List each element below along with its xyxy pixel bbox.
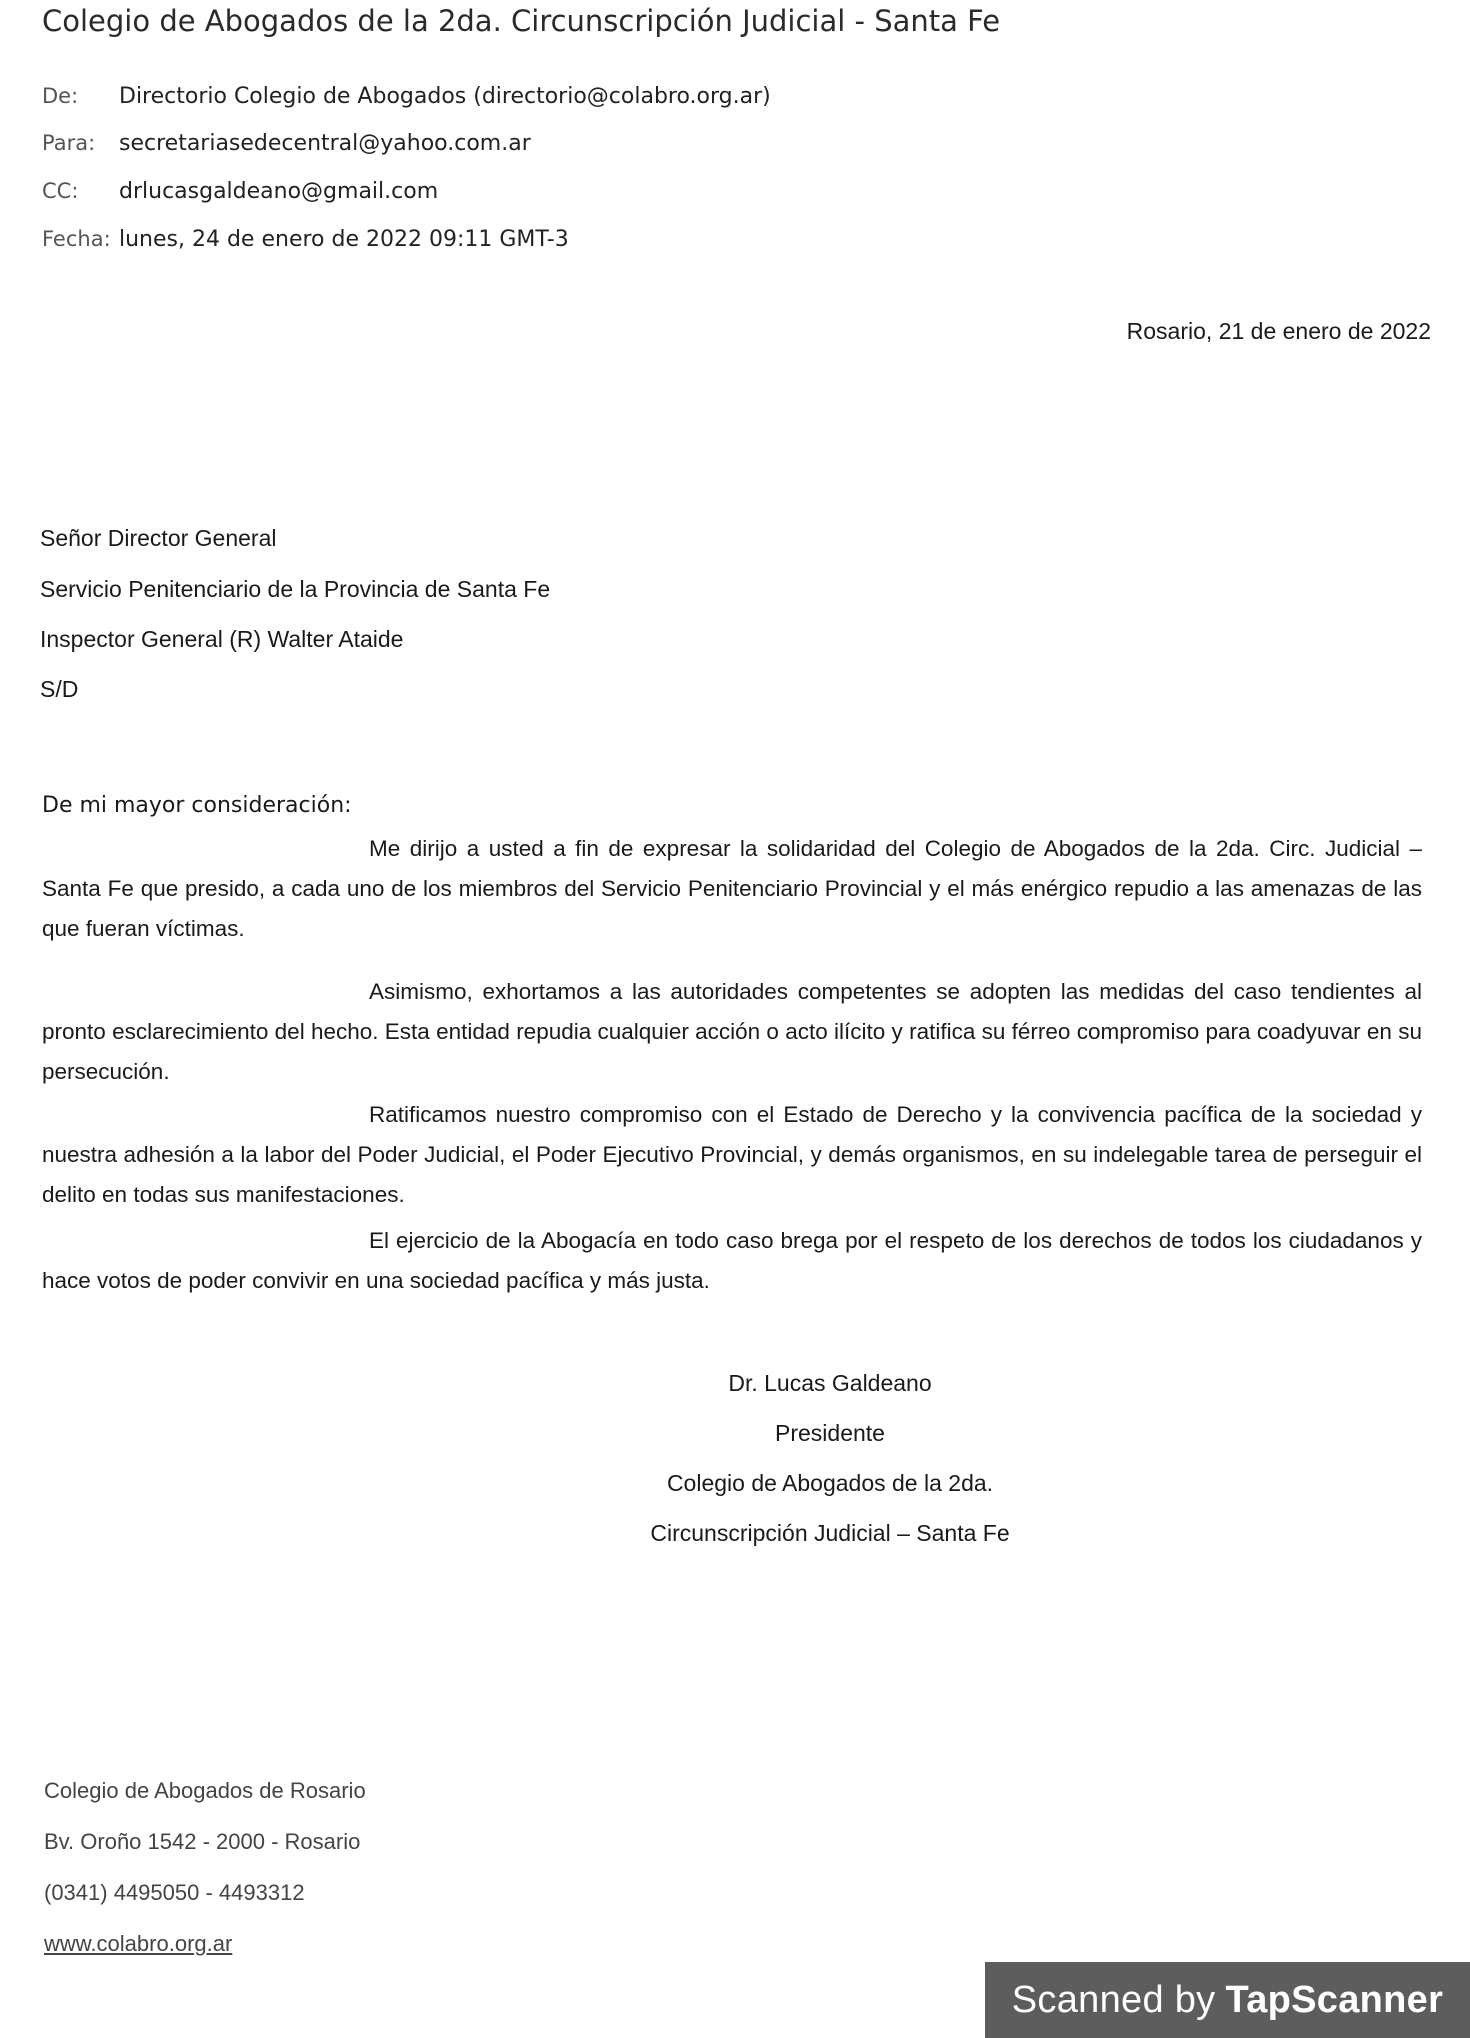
to-value: secretariasedecentral@yahoo.com.ar	[119, 131, 531, 156]
footer-org: Colegio de Abogados de Rosario	[44, 1778, 366, 1803]
scanner-prefix: Scanned by	[1011, 1978, 1216, 2021]
letter-paragraph: Ratificamos nuestro compromiso con el Estado de Derecho y la convivencia pacífica de la sociedad y nuestra adhesión a la labor del Poder Judicial, el Poder Ejecutivo Provincial, y demás organismos, en su indelegable tarea de perseguir el delito en todas sus manifestaciones.	[42, 1102, 1422, 1207]
date-value: lunes, 24 de enero de 2022 09:11 GMT-3	[119, 227, 569, 252]
letter-paragraph: Me dirijo a usted a fin de expresar la solidaridad del Colegio de Abogados de la 2da. Circ. Judicial – Santa Fe que presido, a cada uno de los miembros del Servicio Penitenciario Provincial y el más enérgico repudio a las amenazas de las que fueran víctimas.	[42, 836, 1422, 941]
letter-date: Rosario, 21 de enero de 2022	[1126, 318, 1431, 344]
email-subject: Colegio de Abogados de la 2da. Circunscripción Judicial - Santa Fe	[42, 4, 1001, 38]
addressee-line: Inspector General (R) Walter Ataide	[40, 626, 404, 652]
signature-org: Colegio de Abogados de la 2da.	[666, 1470, 994, 1496]
scanner-brand: TapScanner	[1225, 1978, 1444, 2021]
cc-label: CC:	[42, 179, 79, 203]
from-value: Directorio Colegio de Abogados (directorio@colabro.org.ar)	[119, 84, 771, 109]
letter-paragraph: Asimismo, exhortamos a las autoridades competentes se adopten las medidas del caso tendientes al pronto esclarecimiento del hecho. Esta entidad repudia cualquier acción o acto ilícito y ratifica su férreo compromiso para coadyuvar en su persecución.	[42, 979, 1422, 1084]
salutation: De mi mayor consideración:	[42, 793, 352, 818]
scanner-watermark	[985, 1962, 1470, 2038]
addressee-line: S/D	[40, 676, 79, 702]
addressee-line: Servicio Penitenciario de la Provincia de Santa Fe	[40, 576, 551, 602]
signature-title: Presidente	[775, 1420, 885, 1446]
cc-value: drlucasgaldeano@gmail.com	[119, 179, 439, 204]
date-label: Fecha:	[42, 227, 111, 251]
signature-org: Circunscripción Judicial – Santa Fe	[650, 1520, 1010, 1546]
letter-paragraph: El ejercicio de la Abogacía en todo caso brega por el respeto de los derechos de todos los ciudadanos y hace votos de poder convivir en una sociedad pacífica y más justa.	[42, 1228, 1422, 1293]
to-label: Para:	[42, 131, 96, 155]
footer-website-link[interactable]: www.colabro.org.ar	[44, 1931, 233, 1956]
addressee-line: Señor Director General	[40, 525, 277, 551]
footer-address: Bv. Oroño 1542 - 2000 - Rosario	[44, 1829, 361, 1854]
signature-name: Dr. Lucas Galdeano	[728, 1370, 932, 1396]
footer-phone: (0341) 4495050 - 4493312	[44, 1880, 305, 1905]
from-label: De:	[42, 84, 79, 108]
